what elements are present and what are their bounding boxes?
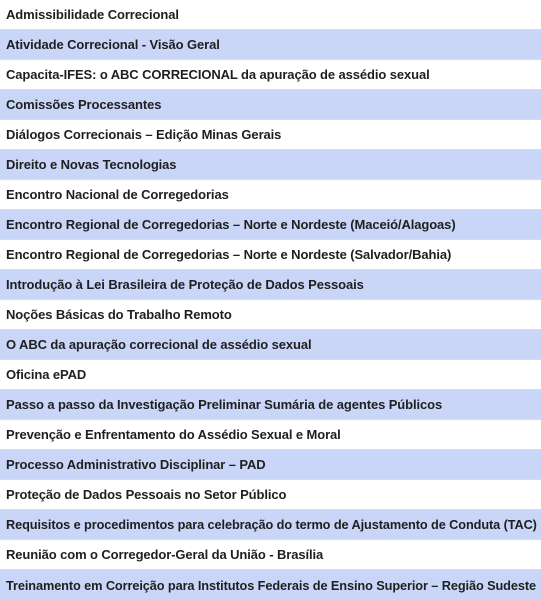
course-title: Processo Administrativo Disciplinar – PAD bbox=[6, 457, 266, 472]
list-item[interactable] bbox=[0, 90, 541, 120]
list-item[interactable] bbox=[0, 60, 541, 90]
course-title: Introdução à Lei Brasileira de Proteção de Dados Pessoais bbox=[6, 277, 364, 292]
course-title: Encontro Nacional de Corregedorias bbox=[6, 187, 229, 202]
course-title: Admissibilidade Correcional bbox=[6, 7, 179, 22]
list-item[interactable] bbox=[0, 420, 541, 450]
course-title: O ABC da apuração correcional de assédio sexual bbox=[6, 337, 312, 352]
course-title: Atividade Correcional - Visão Geral bbox=[6, 37, 220, 52]
list-item[interactable] bbox=[0, 180, 541, 210]
list-item[interactable] bbox=[0, 360, 541, 390]
course-title: Proteção de Dados Pessoais no Setor Público bbox=[6, 487, 287, 502]
course-title: Treinamento em Correição para Institutos Federais de Ensino Superior – Região Sudeste bbox=[6, 577, 536, 593]
course-title: Oficina ePAD bbox=[6, 367, 87, 382]
course-title: Encontro Regional de Corregedorias – Norte e Nordeste (Maceió/Alagoas) bbox=[6, 217, 456, 232]
list-item[interactable] bbox=[0, 390, 541, 420]
course-title: Comissões Processantes bbox=[6, 97, 162, 112]
list-item[interactable] bbox=[0, 570, 541, 600]
course-title: Encontro Regional de Corregedorias – Norte e Nordeste (Salvador/Bahia) bbox=[6, 247, 452, 262]
course-title: Direito e Novas Tecnologias bbox=[6, 157, 177, 172]
list-item[interactable] bbox=[0, 540, 541, 570]
course-title: Capacita-IFES: o ABC CORRECIONAL da apuração de assédio sexual bbox=[6, 67, 430, 82]
course-title: Reunião com o Corregedor-Geral da União - Brasília bbox=[6, 547, 324, 562]
course-title: Prevenção e Enfrentamento do Assédio Sexual e Moral bbox=[6, 427, 341, 442]
course-title: Noções Básicas do Trabalho Remoto bbox=[6, 307, 232, 322]
course-title: Requisitos e procedimentos para celebração do termo de Ajustamento de Conduta (TAC) bbox=[6, 517, 537, 532]
list-item[interactable] bbox=[0, 210, 541, 240]
list-item[interactable] bbox=[0, 240, 541, 270]
course-title: Passo a passo da Investigação Preliminar Sumária de agentes Públicos bbox=[6, 397, 443, 412]
course-title: Diálogos Correcionais – Edição Minas Gerais bbox=[6, 127, 282, 142]
list-item[interactable] bbox=[0, 450, 541, 480]
list-item[interactable] bbox=[0, 270, 541, 300]
list-item[interactable] bbox=[0, 120, 541, 150]
list-item[interactable] bbox=[0, 0, 541, 30]
list-item[interactable] bbox=[0, 150, 541, 180]
list-item[interactable] bbox=[0, 300, 541, 330]
list-item[interactable] bbox=[0, 510, 541, 540]
list-item[interactable] bbox=[0, 30, 541, 60]
list-item[interactable] bbox=[0, 330, 541, 360]
list-item[interactable] bbox=[0, 480, 541, 510]
